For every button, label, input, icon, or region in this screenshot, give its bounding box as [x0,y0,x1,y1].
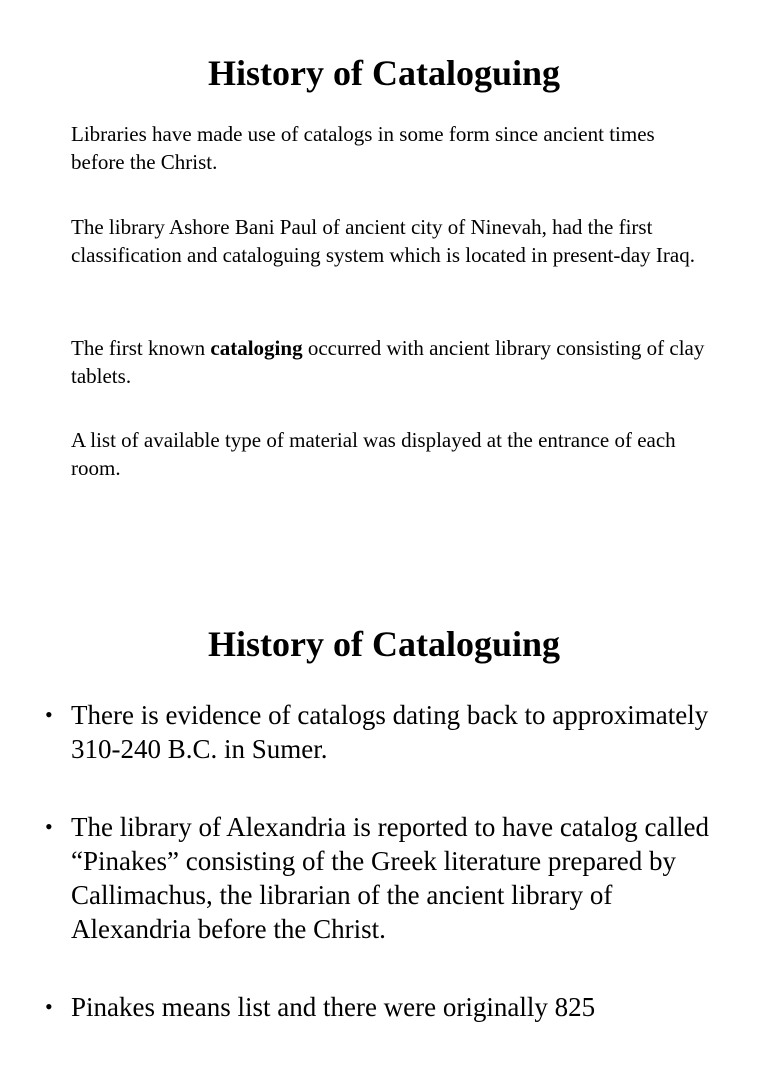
list-item [0,810,768,946]
bullet-icon: • [45,702,53,727]
slide-2 [0,600,768,1024]
bullet-icon: • [45,994,53,1019]
slide-title: History of Cataloguing [207,624,560,664]
paragraph-room-list: A list of available type of material was displayed at the entrance of each room. [71,428,676,480]
list-item [0,698,768,766]
list-item [0,990,768,1024]
paragraph-text-before: The first known [71,336,211,360]
paragraph-first-cataloging [71,334,711,390]
list-item-text: Pinakes means list and there were originally 825 [71,992,596,1022]
list-item-text: There is evidence of catalogs dating back to approximately 310-240 B.C. in Sumer. [71,700,709,764]
bullet-icon: • [45,814,53,839]
bold-term-cataloging: cataloging [210,336,303,360]
list-item-text: The library of Alexandria is reported to have catalog called “Pinakes” consisting of the Greek literature prepared by Callimachus, the librarian of the ancient library of Alexandria before the Christ. [71,812,709,944]
slide-title: History of Cataloguing [207,53,560,93]
paragraph-text-after: occurred with ancient library consisting of clay tablets. [71,336,705,388]
paragraph-ninevah-library: The library Ashore Bani Paul of ancient city of Ninevah, had the first classification and cataloguing system which is located in present-day Iraq. [71,215,695,267]
bullet-list [0,698,768,1068]
paragraph-ancient-catalogs: Libraries have made use of catalogs in some form since ancient times before the Christ. [71,122,655,174]
